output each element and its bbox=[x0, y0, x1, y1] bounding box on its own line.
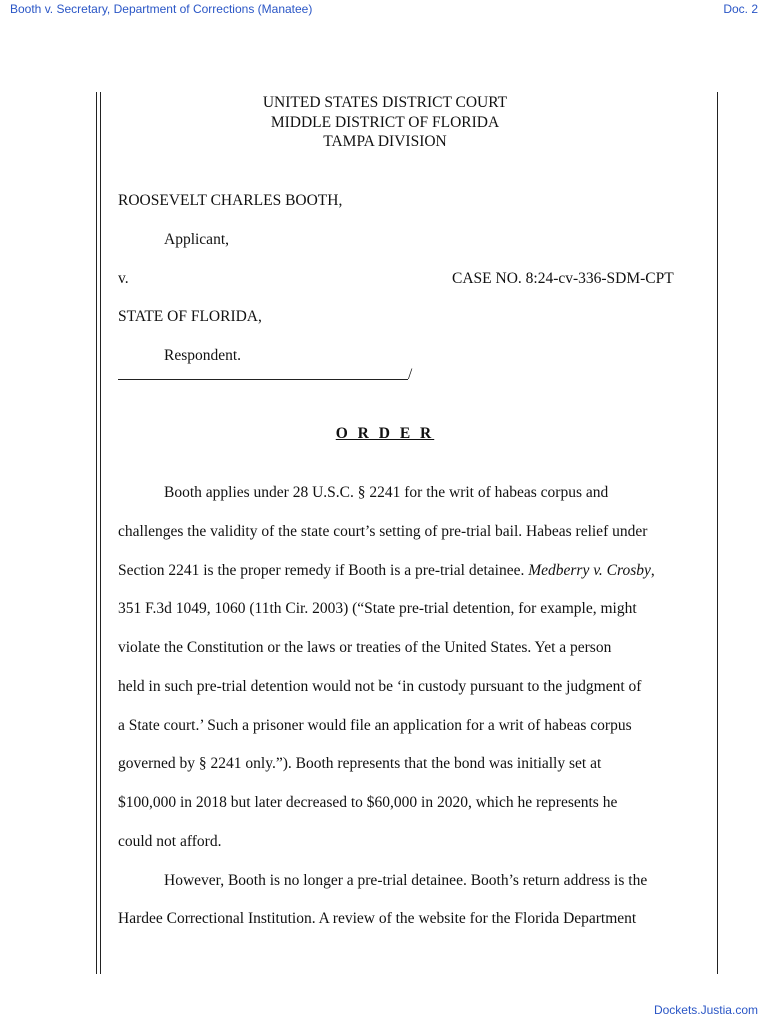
body-line: violate the Constitution or the laws or treaties of the United States. Yet a person bbox=[118, 639, 612, 656]
order-title: O R D E R bbox=[335, 425, 435, 442]
body-line: Hardee Correctional Institution. A review of the website for the Florida Department bbox=[118, 910, 637, 927]
body-line: could not afford. bbox=[118, 833, 222, 850]
body-line: held in such pre-trial detention would not be ‘in custody pursuant to the judgment of bbox=[118, 678, 642, 695]
court-district: MIDDLE DISTRICT OF FLORIDA bbox=[270, 114, 500, 131]
body-line: Booth applies under 28 U.S.C. § 2241 for the writ of habeas corpus and bbox=[164, 484, 609, 501]
caption-rule bbox=[118, 379, 408, 380]
left-margin-rule bbox=[96, 92, 101, 974]
applicant-name: ROOSEVELT CHARLES BOOTH, bbox=[118, 192, 343, 209]
top-bar bbox=[0, 0, 770, 20]
body-line: $100,000 in 2018 but later decreased to $60,000 in 2020, which he represents he bbox=[118, 794, 618, 811]
body-line: challenges the validity of the state court’s setting of pre-trial bail. Habeas relief under bbox=[118, 523, 648, 540]
case-citation: Medberry v. Crosby bbox=[528, 562, 651, 579]
body-line bbox=[118, 561, 655, 581]
body-line: governed by § 2241 only.”). Booth represents that the bond was initially set at bbox=[118, 755, 602, 772]
body-text: , bbox=[650, 562, 655, 579]
body-line: 351 F.3d 1049, 1060 (11th Cir. 2003) (“State pre-trial detention, for example, might bbox=[118, 600, 637, 617]
applicant-role: Applicant, bbox=[164, 231, 229, 248]
doc-number-label: Doc. 2 bbox=[723, 2, 758, 16]
case-title-link[interactable]: Booth v. Secretary, Department of Corrections (Manatee) bbox=[10, 2, 313, 16]
justia-link[interactable]: Dockets.Justia.com bbox=[653, 1003, 758, 1017]
respondent-role: Respondent. bbox=[164, 347, 242, 364]
body-line: However, Booth is no longer a pre-trial detainee. Booth’s return address is the bbox=[164, 872, 648, 889]
court-name: UNITED STATES DISTRICT COURT bbox=[262, 94, 508, 111]
body-text: Section 2241 is the proper remedy if Booth is a pre-trial detainee. bbox=[118, 562, 529, 579]
right-margin-rule bbox=[717, 92, 718, 974]
case-number: CASE NO. 8:24-cv-336-SDM-CPT bbox=[452, 270, 674, 287]
court-division: TAMPA DIVISION bbox=[323, 133, 447, 150]
body-line: a State court.’ Such a prisoner would file an application for a writ of habeas corpus bbox=[118, 717, 632, 734]
respondent-name: STATE OF FLORIDA, bbox=[118, 308, 262, 325]
caption-slash: / bbox=[408, 366, 413, 383]
versus-label: v. bbox=[118, 270, 129, 287]
